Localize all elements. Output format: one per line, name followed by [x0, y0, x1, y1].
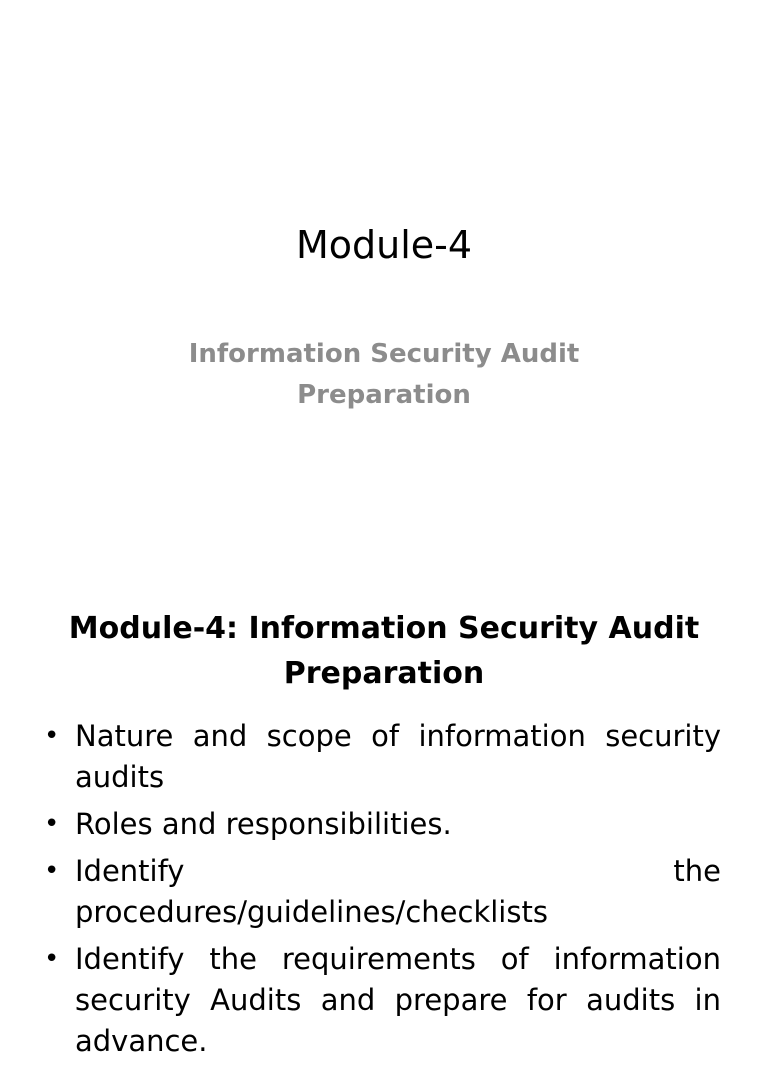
bullet-list	[40, 716, 721, 1068]
bullet-item	[40, 851, 721, 933]
bullet-dot-icon: •	[44, 721, 60, 751]
bullet-item	[40, 804, 721, 845]
content-slide-title: Module-4: Information Security Audit Preparation	[68, 611, 700, 691]
bullet-text: Nature and scope of information security audits	[75, 719, 721, 794]
bullet-item	[40, 716, 721, 798]
bullet-dot-icon: •	[44, 944, 60, 974]
bullet-item	[40, 939, 721, 1062]
bullet-text: Identify the requirements of information security Audits and prepare for audits in advance.	[75, 942, 721, 1058]
content-slide	[0, 576, 768, 1058]
slide-title: Module-4	[295, 223, 473, 267]
slide-subtitle: Information Security Audit Preparation	[188, 339, 580, 410]
bullet-dot-icon: •	[44, 809, 60, 839]
bullet-text: Identify the procedures/guidelines/checklists	[75, 854, 721, 929]
bullet-text: Roles and responsibilities.	[75, 807, 452, 841]
bullet-dot-icon: •	[44, 856, 60, 886]
